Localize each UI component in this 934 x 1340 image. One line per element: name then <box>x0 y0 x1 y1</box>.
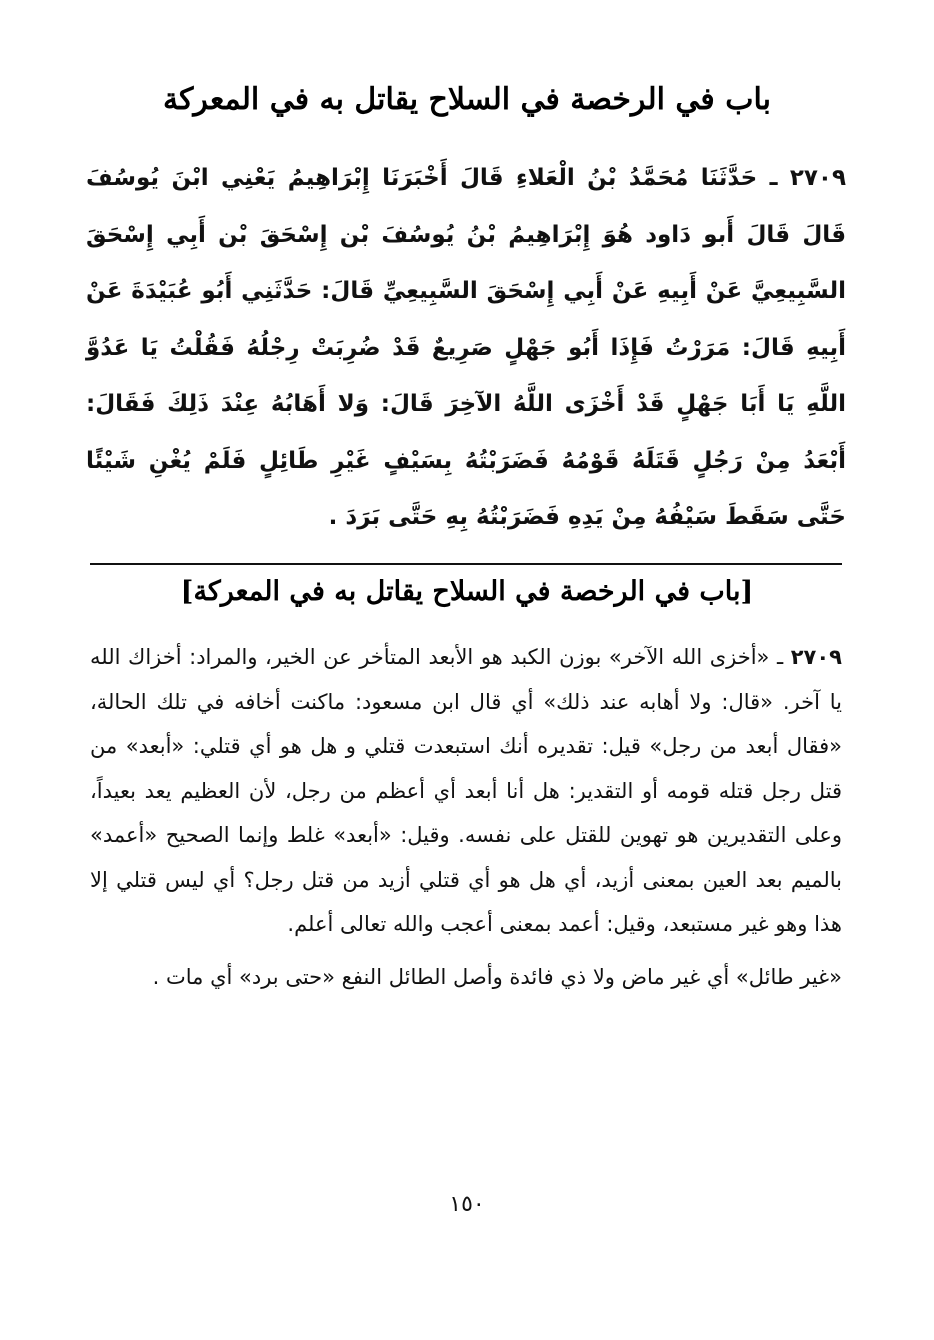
hadith-text: ٢٧٠٩ ـ حَدَّثَنَا مُحَمَّدُ بْنُ الْعَلاءِ قَالَ أَخْبَرَنَا إِبْرَاهِيمُ يَعْنِي ابْنَ يُوسُفَ قَالَ قَالَ أَبو دَاود هُوَ إِبْرَاهِيمُ بْنُ يُوسُفَ بْن إِسْحَقَ بْن أَبِي إِسْحَقَ السَّبِيعِيَّ عَنْ أَبِيهِ عَنْ أَبِي إِسْحَقَ السَّبِيعِيِّ قَالَ: حَدَّثَنِي أَبُو عُبَيْدَةَ عَنْ أَبِيهِ قَالَ: مَرَرْتُ فَإِذَا أَبُو جَهْلٍ صَرِيعٌ قَدْ ضُرِبَتْ رِجْلُهُ فَقُلْتُ يَا عَدُوَّ اللَّهِ يَا أَبَا جَهْلٍ قَدْ أَخْزَى اللَّهُ الآخِرَ قَالَ: وَلا أَهَابُهُ عِنْدَ ذَلِكَ فَقَالَ: أَبْعَدُ مِنْ رَجُلٍ قَتَلَهُ قَوْمُهُ فَضَرَبْتُهُ بِسَيْفٍ غَيْرِ طَائِلٍ فَلَمْ يُغْنِ شَيْئًا حَتَّى سَقَطَ سَيْفُهُ مِنْ يَدِهِ فَضَرَبْتُهُ بِهِ حَتَّى بَرَدَ . <box>86 165 846 530</box>
commentary-paragraph-2: «غير طائل» أي غير ماض ولا ذي فائدة وأصل الطائل النفع «حتى برد» أي مات . <box>152 964 842 989</box>
commentary-title: [باب في الرخصة في السلاح يقاتل به في المعركة] <box>180 576 754 607</box>
section-divider <box>90 563 842 565</box>
hadith-number: ٢٧٠٩ <box>790 645 842 669</box>
chapter-title: باب في الرخصة في السلاح يقاتل به في المعركة <box>163 82 771 117</box>
commentary-paragraph <box>90 635 842 947</box>
commentary-body <box>90 635 842 999</box>
page-number: ١٥٠ <box>449 1192 485 1217</box>
commentary-paragraph-1: ـ «أخزى الله الآخر» بوزن الكبد هو الأبعد المتأخر عن الخير، والمراد: أخزاك الله يا آخر. «قال: ولا أهابه عند ذلك» أي قال ابن مسعود: ماكنت أخافه في تلك الحالة، «فقال أبعد من رجل» قيل: تقديره أنك استبعدت قتلي و هل هو أي قتلي: «أبعد» من قتل رجل قتله قومه أو التقدير: هل أنا أبعد أي أعظم من رجل، لأن العظيم يعد بعيداً، وعلى التقديرين هو تهوين للقتل على نفسه. وقيل: «أبعد» غلط وإنما الصحيح «أعمد» بالميم بعد العين بمعنى أزيد، أي هل هو أي قتلي أزيد من قتل رجل؟ أي ليس قتلي إلا هذا وهو غير مستبعد، وقيل: أعمد بمعنى أعجب والله تعالى أعلم. <box>90 645 842 936</box>
